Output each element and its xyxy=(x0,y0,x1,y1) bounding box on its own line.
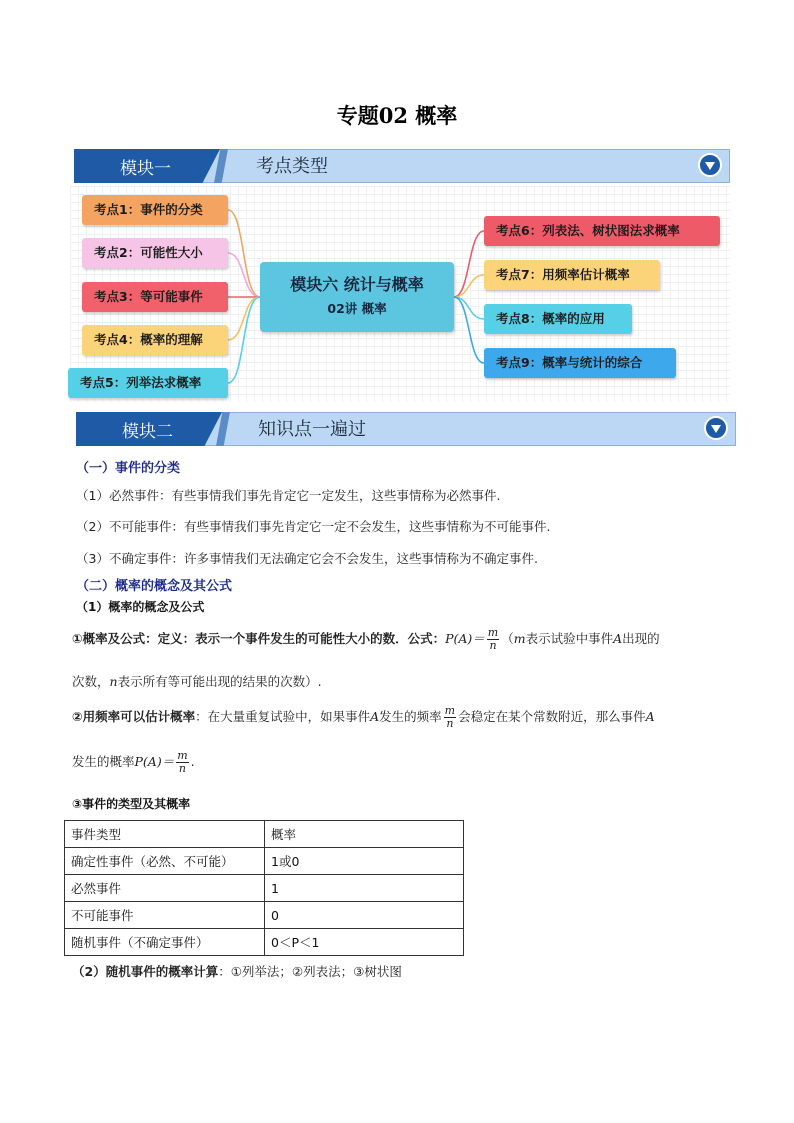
mindmap-center-node xyxy=(260,262,454,332)
module1-tab-label: 模块一 xyxy=(120,159,171,179)
frequency-paragraph-line2: 发生的概率P(A)＝ $\frac{m}{n}$ . xyxy=(72,749,195,775)
mindmap-node-right-8: 考点8：概率的应用 xyxy=(484,304,632,334)
section1-item-3: （3）不确定事件：许多事情我们无法确定它会不会发生，这些事情称为不确定事件. xyxy=(76,551,538,566)
module2-tab-label: 模块二 xyxy=(122,422,173,442)
module2-banner xyxy=(76,412,736,446)
table-row: 事件类型 概率 xyxy=(65,821,464,848)
chevron-down-icon[interactable] xyxy=(704,416,728,440)
mindmap-node-left-3: 考点3：等可能事件 xyxy=(82,282,228,312)
fraction-m-over-n: $\frac{m}{n}$ xyxy=(177,749,188,775)
module2-label: 知识点一遍过 xyxy=(258,419,366,440)
table-row: 必然事件 1 xyxy=(65,875,464,902)
chevron-down-icon[interactable] xyxy=(698,153,722,177)
section2-sub1: （1）概率的概念及公式 xyxy=(76,600,205,614)
section1-item-1: （1）必然事件：有些事情我们事先肯定它一定发生，这些事情称为必然事件. xyxy=(76,488,501,503)
module1-label: 考点类型 xyxy=(256,156,328,177)
formula-lead: ①概率及公式：定义：表示一个事件发生的可能性大小的数．公式： xyxy=(72,631,446,646)
mindmap-node-right-9: 考点9：概率与统计的综合 xyxy=(484,348,676,378)
mindmap-node-right-6: 考点6：列表法、树状图法求概率 xyxy=(484,216,720,246)
module1-banner xyxy=(74,149,730,183)
section2-sub3: ③事件的类型及其概率 xyxy=(72,797,191,811)
mindmap-center-subtitle: 02讲 概率 xyxy=(327,301,387,316)
mindmap-node-left-2: 考点2：可能性大小 xyxy=(82,238,228,268)
mindmap-node-left-4: 考点4：概率的理解 xyxy=(82,325,228,355)
formula-paragraph-line1: ①概率及公式：定义：表示一个事件发生的可能性大小的数．公式：P(A)＝ $\frac{m}{n}$ （m表示试验中事件A出现的 xyxy=(72,626,660,652)
mindmap-center-title: 模块六 统计与概率 xyxy=(290,275,424,294)
formula-pa: P(A)＝ xyxy=(445,631,485,646)
event-type-table xyxy=(64,820,464,956)
table-row: 确定性事件（必然、不可能） 1或0 xyxy=(65,848,464,875)
mindmap-node-right-7: 考点7：用频率估计概率 xyxy=(484,260,660,290)
frequency-paragraph-line1: ②用频率可以估计概率：在大量重复试验中，如果事件A发生的频率 $\frac{m}{n}$ 会稳定在某个常数附近，那么事件A xyxy=(72,704,655,730)
page-title: 专题02 概率 xyxy=(336,103,458,128)
section2-sub2: （2）随机事件的概率计算：①列举法；②列表法；③树状图 xyxy=(72,964,402,979)
table-row: 不可能事件 0 xyxy=(65,902,464,929)
mindmap xyxy=(70,186,730,402)
mindmap-node-left-1: 考点1：事件的分类 xyxy=(82,195,228,225)
section2-heading: （二）概率的概念及其公式 xyxy=(76,579,233,594)
frequency-lead: ②用频率可以估计概率 xyxy=(72,709,196,724)
section1-item-2: （2）不可能事件：有些事情我们事先肯定它一定不会发生，这些事情称为不可能事件. xyxy=(76,519,551,534)
formula-paragraph-line2: 次数，n表示所有等可能出现的结果的次数）. xyxy=(72,674,322,689)
fraction-m-over-n: $\frac{m}{n}$ xyxy=(487,626,499,652)
table-row: 随机事件（不确定事件） 0＜P＜1 xyxy=(65,929,464,956)
mindmap-node-left-5: 考点5：列举法求概率 xyxy=(68,368,228,398)
section1-heading: （一）事件的分类 xyxy=(76,461,181,476)
fraction-m-over-n: $\frac{m}{n}$ xyxy=(444,704,456,730)
